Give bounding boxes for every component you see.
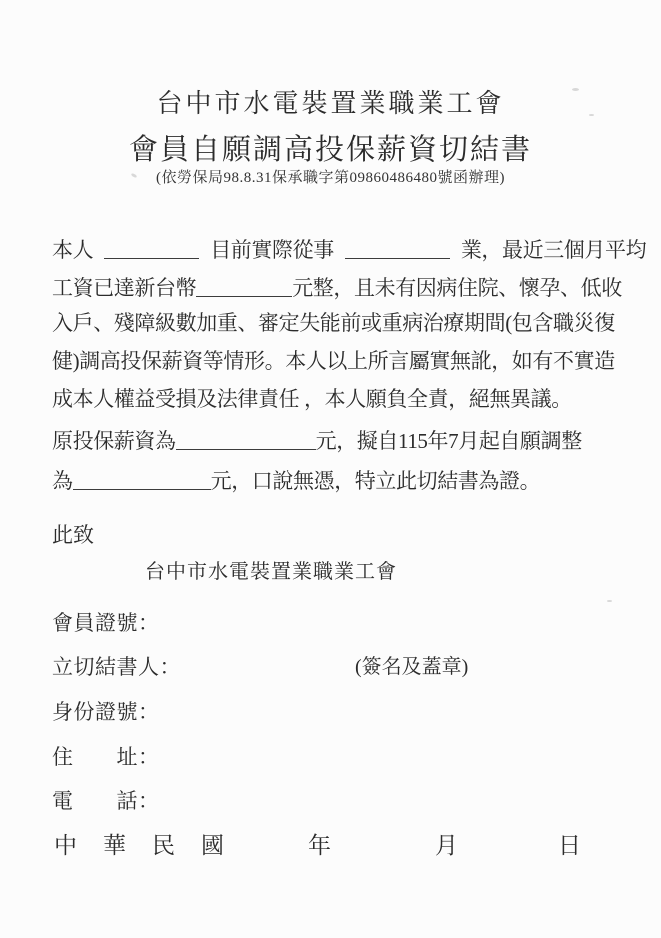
body-text: 本人 <box>52 238 94 263</box>
phone-label: 電 話： <box>52 789 160 813</box>
roc-era-label: 中華民國 <box>54 833 250 858</box>
body-text: 原投保薪資為 <box>52 429 176 454</box>
body-text: 元，擬自115年7月起自願調整 <box>315 429 582 454</box>
occupation-blank <box>345 236 450 259</box>
body-text: 成本人權益受損及法律責任 ，本人願負全責，絕無異議。 <box>52 387 572 411</box>
body-text: 入戶、殘障級數加重、審定失能前或重病治療期間(包含職災復 <box>52 311 615 335</box>
body-line-6 <box>52 425 582 454</box>
body-text: 元整，且未有因病住院、懷孕、低收 <box>292 276 622 301</box>
name-blank <box>104 236 199 259</box>
year-label: 年 <box>308 833 331 858</box>
body-line-7 <box>52 465 540 494</box>
scan-artifact <box>572 88 579 91</box>
roc-date-line <box>54 832 581 861</box>
signature-seal-note: (簽名及蓋章) <box>355 656 469 678</box>
scan-artifact <box>589 114 594 116</box>
declarant-label: 立切結書人： <box>52 655 181 679</box>
member-number-label: 會員證號： <box>52 611 160 635</box>
day-label: 日 <box>558 833 581 858</box>
body-line-4 <box>52 348 615 374</box>
salutation: 此致 <box>52 523 94 547</box>
address-label: 住 址： <box>52 745 160 769</box>
body-text: 元，口說無憑，特立此切結書為證。 <box>210 469 541 494</box>
body-text: 目前實際從事 <box>210 238 334 263</box>
body-text: 為 <box>52 469 73 494</box>
reference-note: (依勞保局98.8.31保承職字第09860486480號函辦理) <box>156 170 505 186</box>
body-line-1 <box>52 234 646 263</box>
original-insured-salary-blank <box>176 427 316 450</box>
body-text: 業，最近三個月平均 <box>460 238 647 263</box>
body-line-2 <box>52 272 622 301</box>
document-title: 會員自願調高投保薪資切結書 <box>128 134 532 166</box>
body-text: 健)調高投保薪資等情形。本人以上所言屬實無訛，如有不實造 <box>52 349 615 373</box>
union-title: 台中市水電裝置業職業工會 <box>156 89 505 118</box>
id-number-label: 身份證號： <box>52 700 160 724</box>
adjusted-insured-salary-blank <box>73 467 211 490</box>
recipient-union-name: 台中市水電裝置業職業工會 <box>145 561 397 583</box>
average-wage-blank <box>196 274 292 297</box>
body-text: 工資已達新台幣 <box>52 276 197 301</box>
scan-artifact <box>607 600 612 602</box>
month-label: 月 <box>435 833 458 858</box>
body-line-3 <box>52 310 615 336</box>
body-line-5 <box>52 386 572 412</box>
